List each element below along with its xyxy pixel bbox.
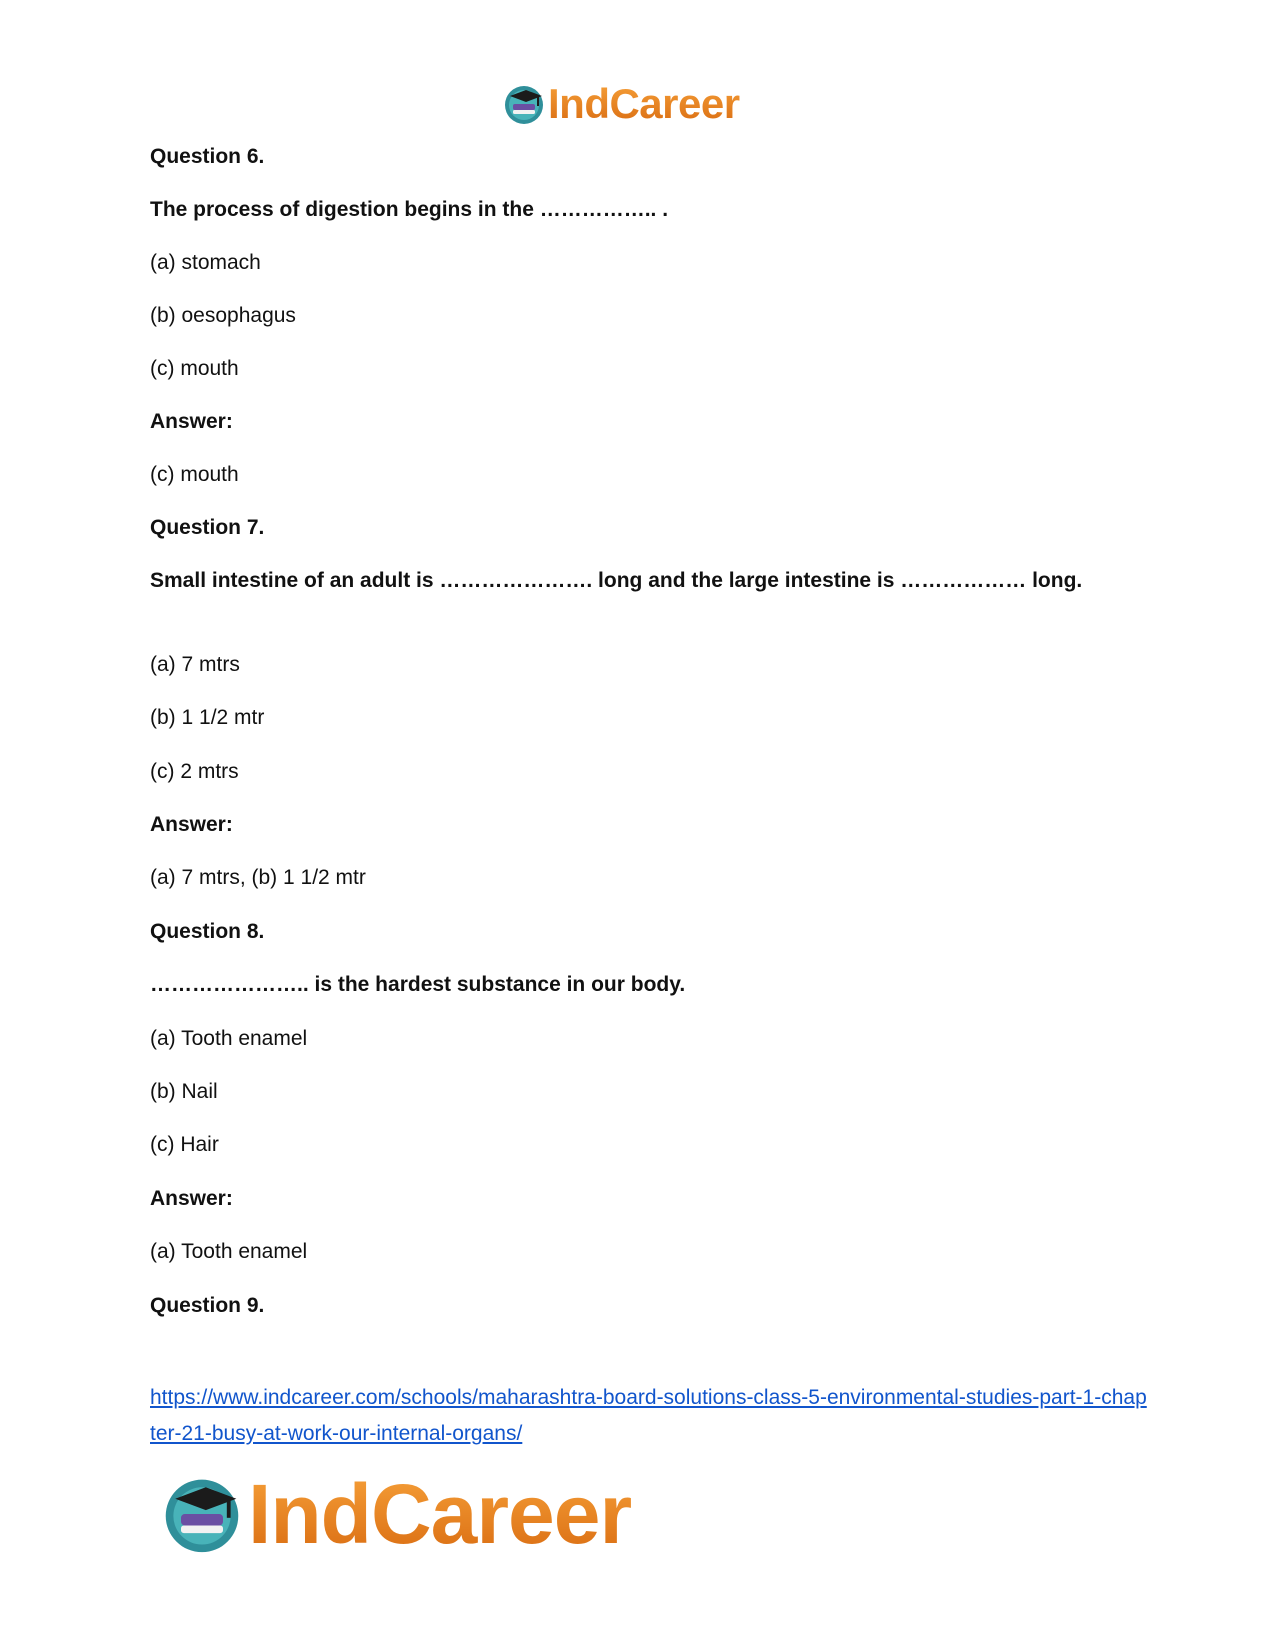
question-7-prompt: Small intestine of an adult is …………………. long and the large intestine is ……………… long. [150, 569, 1083, 592]
question-7-option-b: (b) 1 1/2 mtr [150, 706, 265, 729]
question-6-answer: (c) mouth [150, 463, 239, 486]
question-7-heading: Question 7. [150, 516, 265, 539]
source-link[interactable]: https://www.indcareer.com/schools/maharashtra-board-solutions-class-5-environmental-studies-part-1-chapter-21-busy-at-work-our-internal-organs/ [150, 1386, 1147, 1445]
question-6-answer-label: Answer: [150, 410, 233, 433]
question-8-heading: Question 8. [150, 920, 265, 943]
question-6-option-b: (b) oesophagus [150, 304, 296, 327]
question-7-option-a: (a) 7 mtrs [150, 653, 240, 676]
question-6-heading: Question 6. [150, 145, 265, 168]
logo-text: IndCareer [548, 80, 740, 127]
question-6-option-a: (a) stomach [150, 251, 261, 274]
question-8-answer: (a) Tooth enamel [150, 1240, 308, 1263]
logo-header [502, 80, 740, 128]
question-8-prompt: ………………….. is the hardest substance in our body. [150, 973, 686, 996]
question-7-answer: (a) 7 mtrs, (b) 1 1/2 mtr [150, 866, 366, 889]
graduation-globe-icon [160, 1472, 244, 1556]
question-7-answer-label: Answer: [150, 813, 233, 836]
graduation-globe-icon [502, 82, 546, 126]
question-7-option-c: (c) 2 mtrs [150, 760, 239, 783]
question-6-option-c: (c) mouth [150, 357, 239, 380]
logo-footer [160, 1468, 631, 1560]
question-8-answer-label: Answer: [150, 1187, 233, 1210]
question-8-option-a: (a) Tooth enamel [150, 1027, 308, 1050]
question-6-prompt: The process of digestion begins in the …………….. . [150, 198, 669, 221]
question-8-option-c: (c) Hair [150, 1133, 219, 1156]
question-9-heading: Question 9. [150, 1294, 265, 1317]
question-8-option-b: (b) Nail [150, 1080, 218, 1103]
logo-text: IndCareer [248, 1466, 632, 1561]
